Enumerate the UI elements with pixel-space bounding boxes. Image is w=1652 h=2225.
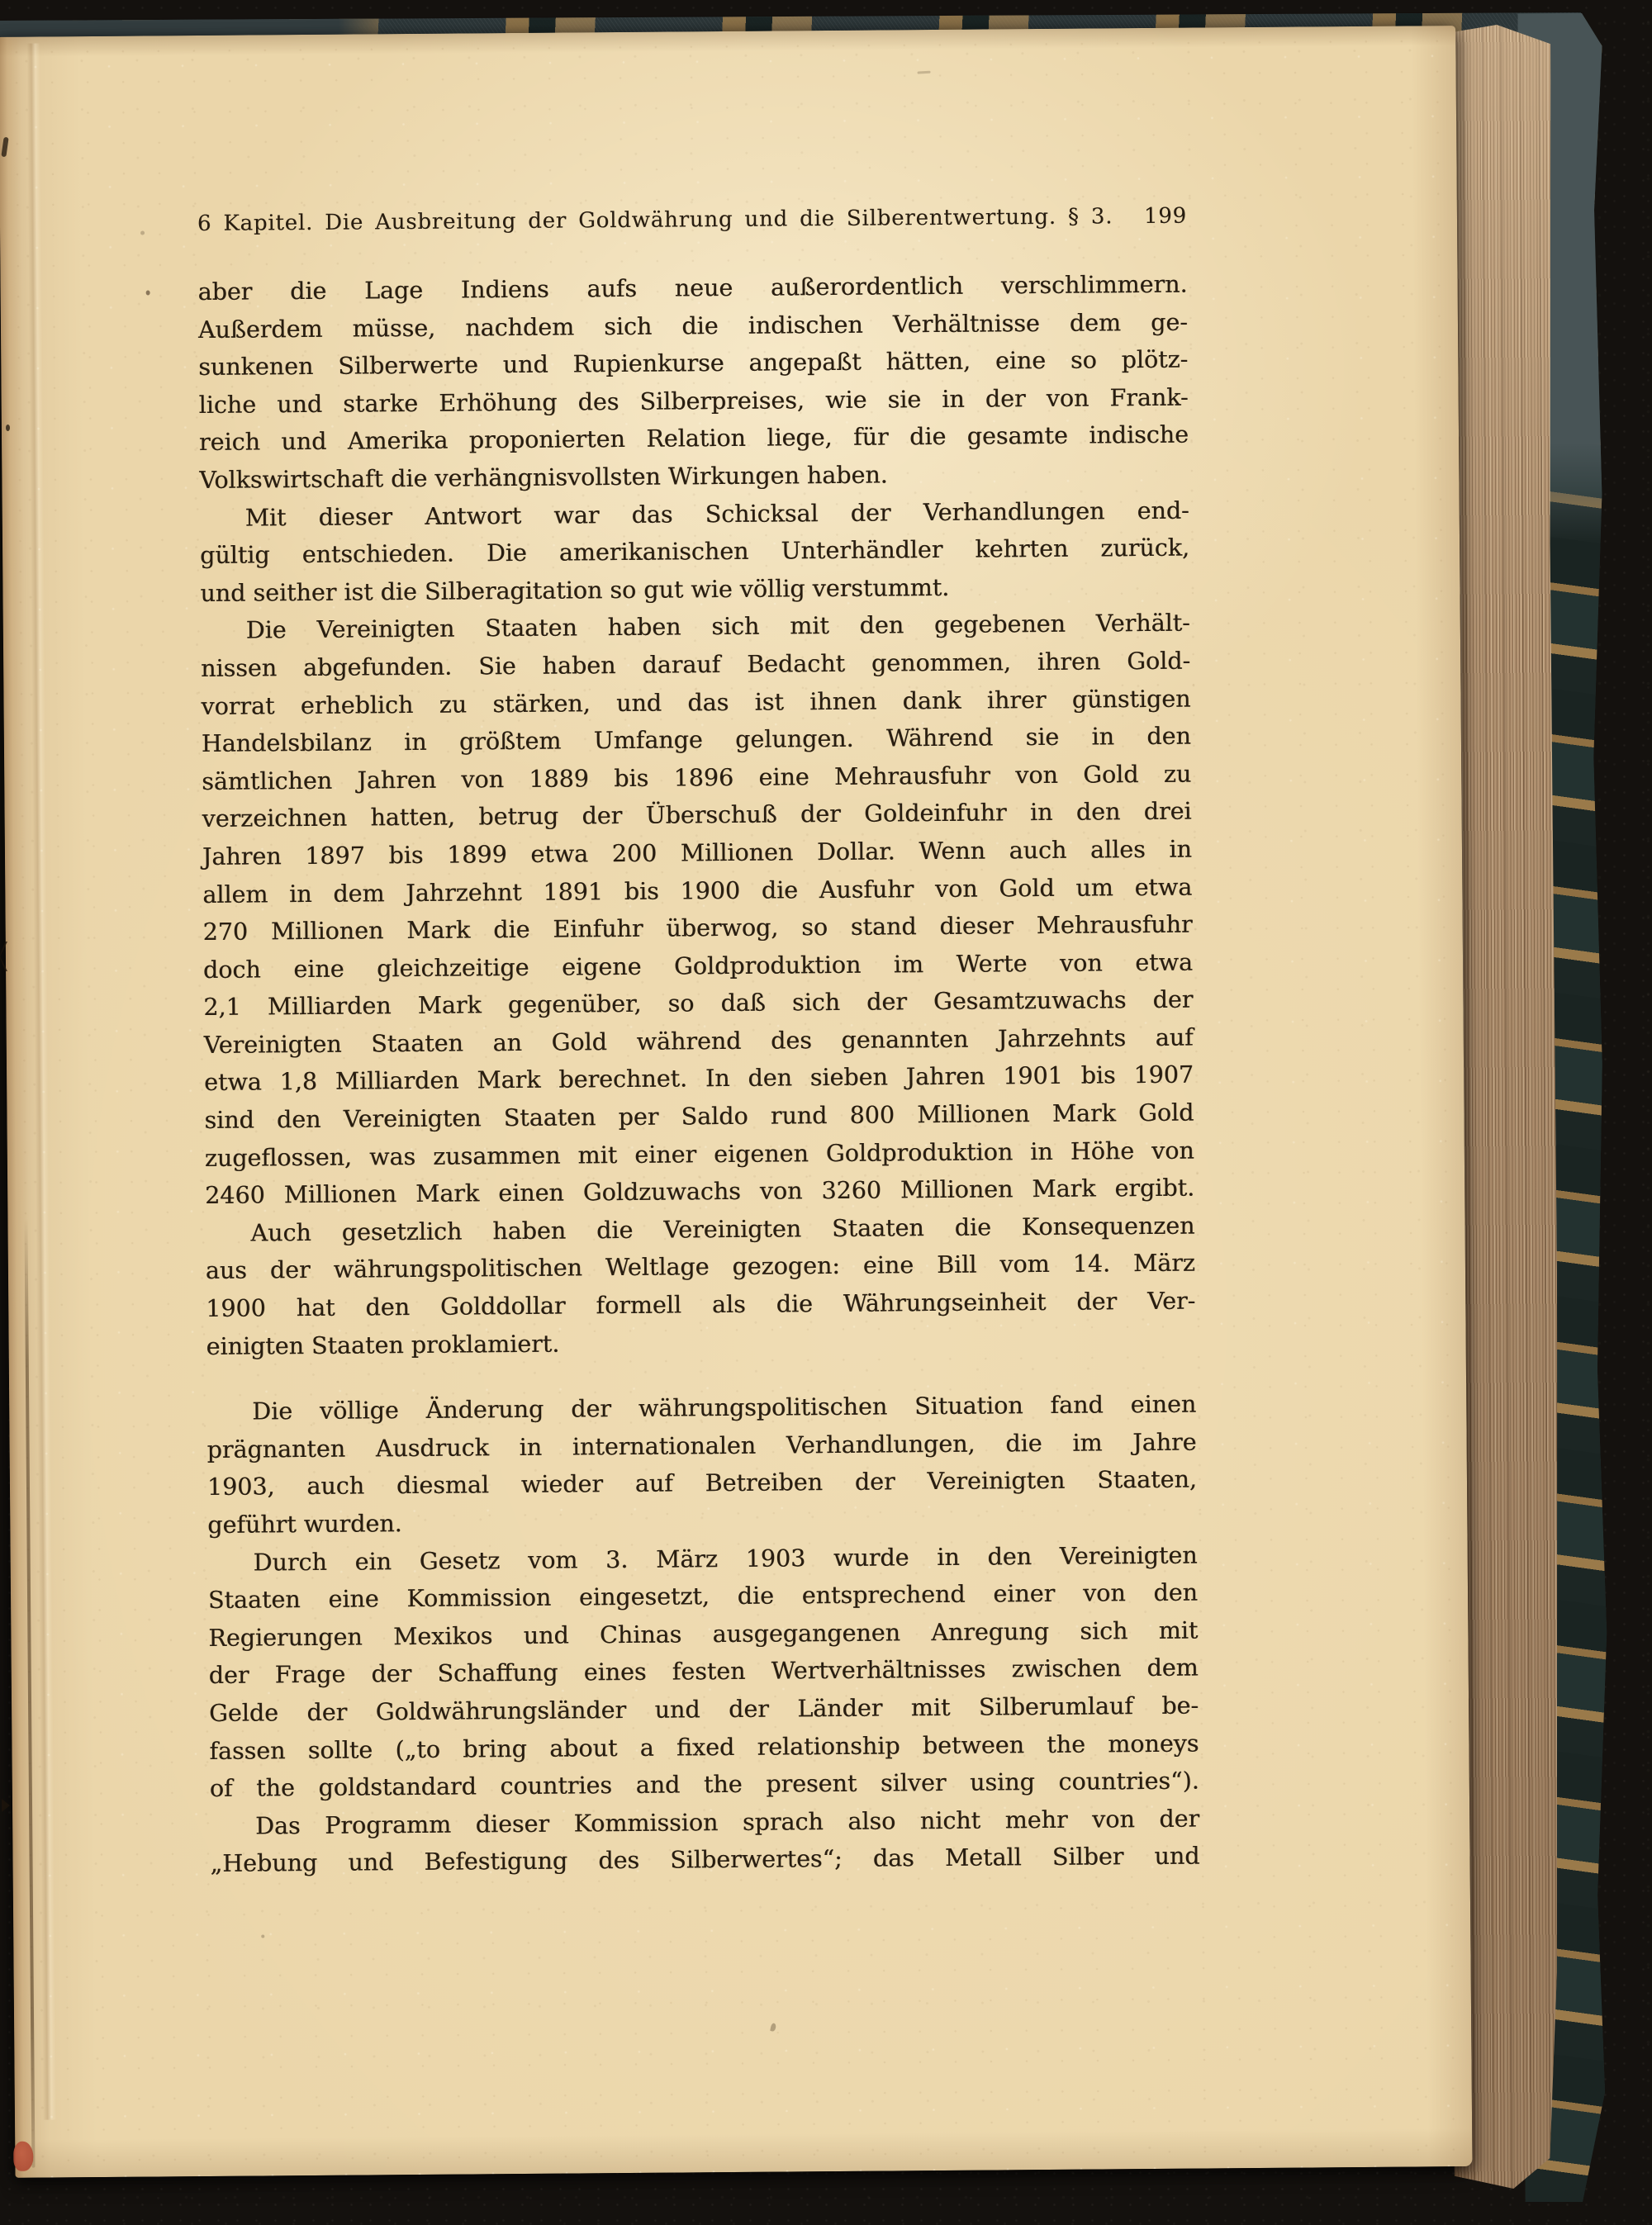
- text-line: „Hebung und Befestigung des Silberwertes“; das Metall Silber und: [210, 1842, 1200, 1878]
- text-line: gültig entschieden. Die amerikanischen Unterhändler kehrten zurück,: [200, 534, 1190, 570]
- text-line: Handelsbilanz in größtem Umfange gelungen. Während sie in den: [201, 722, 1192, 758]
- text-line: vorrat erheblich zu stärken, und das ist ihnen dank ihrer günstigen: [201, 685, 1191, 720]
- ink-speck: [146, 290, 150, 295]
- running-title: 6 Kapitel. Die Ausbreitung der Goldwährung und die Silberentwertung. § 3.: [197, 204, 1113, 237]
- text-line: allem in dem Jahrzehnt 1891 bis 1900 die Ausfuhr von Gold um etwa: [202, 873, 1193, 909]
- text-line: nissen abgefunden. Sie haben darauf Bedacht genommen, ihren Gold-: [201, 647, 1191, 682]
- paper-fragment: [13, 2142, 33, 2171]
- text-line: Regierungen Mexikos und Chinas ausgegangenen Anregung sich mit: [208, 1616, 1199, 1652]
- text-line: sämtlichen Jahren von 1889 bis 1896 eine Mehrausfuhr von Gold zu: [202, 760, 1192, 795]
- book-page: [0, 26, 1473, 2178]
- text-line: 1903, auch diesmal wieder auf Betreiben der Vereinigten Staaten,: [206, 1465, 1198, 1502]
- text-line: zugeflossen, was zusammen mit einer eigenen Goldproduktion in Höhe von: [204, 1136, 1194, 1172]
- text-line: Das Programm dieser Kommission sprach also nicht mehr von der: [255, 1805, 1200, 1840]
- text-line: Volkswirtschaft die verhängnisvollsten Wirkungen haben.: [199, 461, 888, 494]
- text-line: prägnanten Ausdruck in internationalen Verhandlungen, die im Jahre: [206, 1428, 1197, 1464]
- text-line: Die völlige Änderung der währungspolitischen Situation fand einen: [252, 1390, 1197, 1426]
- text-line: aber die Lage Indiens aufs neue außerordentlich verschlimmern.: [197, 270, 1188, 306]
- ink-speck: [770, 2023, 776, 2032]
- page-number: 199: [1143, 203, 1188, 230]
- text-line: 270 Millionen Mark die Einfuhr überwog, so stand dieser Mehrausfuhr: [202, 910, 1193, 946]
- text-line: Staaten eine Kommission eingesetzt, die entsprechend einer von den: [207, 1578, 1199, 1615]
- ink-speck: [140, 231, 145, 235]
- text-line: 2460 Millionen Mark einen Goldzuwachs von 3260 Millionen Mark ergibt.: [205, 1174, 1195, 1210]
- text-line: einigten Staaten proklamiert.: [206, 1330, 560, 1360]
- text-line: Die Vereinigten Staaten haben sich mit den gegebenen Verhält-: [245, 609, 1190, 644]
- text-line: sunkenen Silberwerte und Rupienkurse angepaßt hätten, eine so plötz-: [198, 345, 1189, 382]
- page-header: [197, 203, 1187, 237]
- text-line: Vereinigten Staaten an Gold während des genannten Jahrzehnts auf: [203, 1023, 1194, 1059]
- text-line: doch eine gleichzeitige eigene Goldproduktion im Werte von etwa: [202, 948, 1194, 984]
- body-text: [197, 266, 1199, 1883]
- ink-speck: [261, 1934, 264, 1938]
- text-line: 1900 hat den Golddollar formell als die Währungseinheit der Ver-: [206, 1287, 1196, 1323]
- text-line: of the goldstandard countries and the present silver using countries“).: [209, 1767, 1199, 1803]
- text-line: Außerdem müsse, nachdem sich die indischen Verhältnisse dem ge-: [197, 308, 1189, 344]
- text-line: und seither ist die Silberagitation so gut wie völlig verstummt.: [200, 573, 950, 607]
- text-line: Durch ein Gesetz vom 3. März 1903 wurde in den Vereinigten: [253, 1541, 1198, 1577]
- text-line: liche und starke Erhöhung des Silberpreises, wie sie in der von Frank-: [198, 383, 1189, 419]
- text-line: aus der währungspolitischen Weltlage gezogen: eine Bill vom 14. März: [205, 1250, 1196, 1285]
- text-line: 2,1 Milliarden Mark gegenüber, so daß sich der Gesamtzuwachs der: [203, 985, 1194, 1022]
- text-line: sind den Vereinigten Staaten per Saldo rund 800 Millionen Mark Gold: [204, 1098, 1194, 1135]
- text-line: Gelde der Goldwährungsländer und der Länder mit Silberumlauf be-: [209, 1691, 1199, 1727]
- ink-speck: [917, 71, 930, 74]
- text-line: Mit dieser Antwort war das Schicksal der Verhandlungen end-: [244, 496, 1189, 532]
- text-line: der Frage der Schaffung eines festen Wertverhältnisses zwischen dem: [208, 1653, 1199, 1690]
- text-line: Auch gesetzlich haben die Vereinigten Staaten die Konsequenzen: [250, 1212, 1195, 1247]
- text-line: reich und Amerika proponierten Relation liege, für die gesamte indische: [198, 420, 1189, 457]
- text-line: etwa 1,8 Milliarden Mark berechnet. In den sieben Jahren 1901 bis 1907: [204, 1061, 1194, 1097]
- binding-edge-mark: [2, 1799, 10, 1812]
- text-line: Jahren 1897 bis 1899 etwa 200 Millionen Dollar. Wenn auch alles in: [202, 835, 1193, 871]
- text-line: verzeichnen hatten, betrug der Überschuß der Goldeinfuhr in den drei: [202, 797, 1192, 833]
- text-line: fassen sollte („to bring about a fixed relationship between the moneys: [209, 1729, 1199, 1765]
- binding-edge-mark: [6, 425, 10, 431]
- text-line: geführt wurden.: [207, 1510, 402, 1539]
